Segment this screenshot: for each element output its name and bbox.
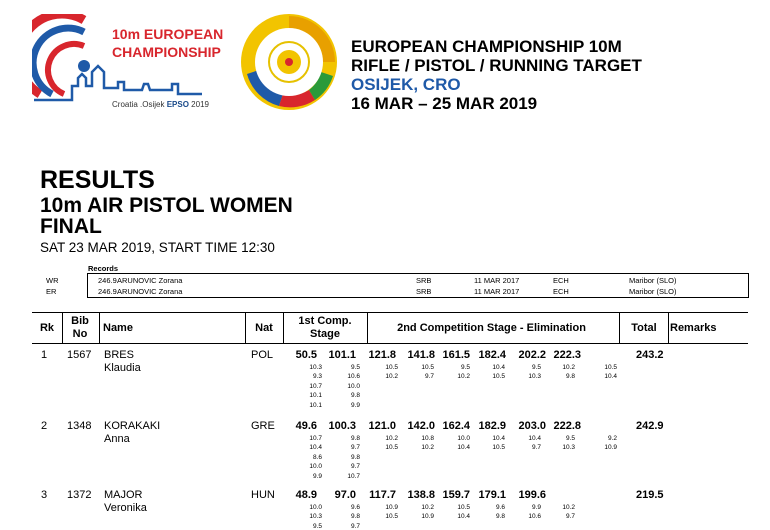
shot-value: 9.5 — [531, 364, 541, 371]
col-bib: Bib — [71, 315, 89, 327]
stage1-score: 48.9 — [295, 489, 317, 501]
shot-value: 9.8 — [350, 435, 360, 442]
stage2-score: 202.2 — [518, 349, 546, 361]
bib-cell: 1348 — [67, 420, 92, 432]
record-nat: SRB — [416, 287, 432, 296]
total-score: 219.5 — [636, 489, 664, 501]
championship-logo — [32, 14, 232, 114]
record-code: ER — [46, 287, 57, 296]
logo-title-line2: CHAMPIONSHIP — [112, 44, 221, 60]
col-remarks: Remarks — [670, 322, 717, 334]
athlete-surname: KORAKAKI — [104, 420, 161, 432]
nation-cell: POL — [251, 349, 274, 361]
shot-value: 10.8 — [421, 435, 434, 442]
stage2-score: 222.3 — [553, 349, 581, 361]
shot-value: 10.5 — [421, 364, 434, 371]
shot-value: 9.3 — [312, 373, 322, 381]
shot-value: 10.3 — [309, 364, 322, 371]
record-date: 11 MAR 2017 — [474, 276, 520, 285]
shot-value: 9.7 — [350, 522, 360, 530]
shot-value: 10.4 — [457, 513, 470, 521]
shot-value: 10.2 — [385, 373, 398, 381]
shot-value: 9.5 — [312, 522, 322, 530]
shot-value: 10.0 — [457, 435, 470, 442]
shot-value: 10.5 — [492, 444, 505, 452]
stage2-score: 182.4 — [478, 349, 506, 361]
athlete-given-name: Anna — [104, 433, 130, 445]
record-holder: ARUNOVIC Zorana — [117, 287, 183, 296]
shot-value: 9.8 — [350, 392, 360, 400]
shot-value: 10.1 — [309, 392, 322, 400]
total-score: 243.2 — [636, 349, 664, 361]
stage2-score: 182.9 — [478, 420, 506, 432]
shot-value: 10.6 — [528, 513, 541, 521]
shot-value: 9.5 — [460, 364, 470, 371]
shot-value: 10.4 — [457, 444, 470, 452]
shot-value: 10.4 — [604, 373, 617, 381]
shot-value: 9.6 — [350, 504, 360, 511]
col-total: Total — [631, 322, 657, 334]
record-nat: SRB — [416, 276, 432, 285]
record-place: Maribor (SLO) — [629, 276, 677, 285]
shot-value: 10.2 — [421, 444, 434, 452]
event-venue: OSIJEK, CRO — [351, 75, 461, 94]
shot-value: 9.7 — [350, 444, 360, 452]
shot-value: 9.8 — [565, 373, 575, 381]
rank-cell: 2 — [41, 420, 48, 432]
col-stage1-b: Stage — [310, 328, 340, 340]
event-title-line2: RIFLE / PISTOL / RUNNING TARGET — [351, 56, 642, 75]
shot-value: 10.2 — [385, 435, 398, 442]
stage2-score: 222.8 — [553, 420, 581, 432]
shot-value: 9.7 — [531, 444, 541, 452]
shot-value: 10.0 — [309, 504, 322, 511]
shot-value: 10.0 — [309, 463, 322, 471]
shot-value: 10.5 — [385, 513, 398, 521]
stage2-score: 141.8 — [407, 349, 435, 361]
logo-title-line1: 10m EUROPEAN — [112, 26, 224, 42]
shot-value: 9.9 — [350, 401, 360, 409]
shot-value: 10.2 — [421, 504, 434, 511]
record-code: WR — [46, 276, 59, 285]
col-rank: Rk — [39, 322, 55, 334]
stage2-score: 161.5 — [442, 349, 470, 361]
bib-cell: 1372 — [67, 489, 92, 501]
records-label: Records — [88, 264, 119, 273]
shot-value: 10.0 — [347, 382, 360, 390]
col-bib-no: No — [72, 328, 88, 340]
stage2-score: 199.6 — [518, 489, 546, 501]
athlete-surname: BRES — [104, 349, 134, 361]
shot-value: 9.7 — [424, 373, 434, 381]
shot-value: 10.5 — [385, 364, 398, 371]
records-box — [87, 273, 749, 298]
logo-footer — [112, 100, 209, 109]
shot-value: 10.1 — [309, 401, 322, 409]
shot-value: 9.9 — [531, 504, 541, 511]
results-table-header — [32, 312, 748, 344]
shot-value: 10.7 — [309, 435, 322, 442]
shot-value: 10.2 — [457, 373, 470, 381]
shot-value: 10.5 — [457, 504, 470, 511]
confederation-seal-icon — [239, 12, 339, 112]
start-date-time: SAT 23 MAR 2019, START TIME 12:30 — [40, 240, 275, 255]
stage2-score: 121.0 — [368, 420, 396, 432]
logo-footer-brand: EPSO — [166, 100, 189, 109]
shot-value: 9.5 — [350, 364, 360, 371]
shot-value: 9.7 — [565, 513, 575, 521]
shot-value: 9.7 — [350, 463, 360, 471]
nation-cell: GRE — [251, 420, 275, 432]
total-score: 242.9 — [636, 420, 664, 432]
event-title-line1: EUROPEAN CHAMPIONSHIP 10M — [351, 37, 622, 56]
stage2-score: 203.0 — [518, 420, 546, 432]
bib-cell: 1567 — [67, 349, 92, 361]
athlete-given-name: Veronika — [104, 502, 147, 514]
stage1-score: 97.0 — [334, 489, 356, 501]
shot-value: 9.2 — [607, 435, 617, 442]
rank-cell: 3 — [41, 489, 48, 501]
shot-value: 9.5 — [565, 435, 575, 442]
shot-value: 10.7 — [347, 472, 360, 480]
shot-value: 10.5 — [492, 373, 505, 381]
shot-value: 10.9 — [421, 513, 434, 521]
shot-value: 10.9 — [604, 444, 617, 452]
col-stage1: 1st Comp. — [298, 315, 352, 327]
record-score: 246.9 — [98, 287, 117, 296]
event-dates: 16 MAR – 25 MAR 2019 — [351, 94, 538, 113]
shot-value: 10.3 — [562, 444, 575, 452]
col-name: Name — [103, 322, 133, 334]
stage1-score: 101.1 — [328, 349, 356, 361]
shot-value: 10.5 — [385, 444, 398, 452]
athlete-given-name: Klaudia — [104, 362, 141, 374]
stage2-score: 162.4 — [442, 420, 470, 432]
phase-heading: FINAL — [40, 215, 102, 238]
event-title-block — [351, 37, 642, 113]
record-place: Maribor (SLO) — [629, 287, 677, 296]
stage2-score: 138.8 — [407, 489, 435, 501]
shot-value: 9.8 — [350, 513, 360, 521]
athlete-surname: MAJOR — [104, 489, 143, 501]
record-event: ECH — [553, 287, 569, 296]
shot-value: 8.6 — [312, 453, 322, 461]
record-date: 11 MAR 2017 — [474, 287, 520, 296]
event-name-heading: 10m AIR PISTOL WOMEN — [40, 194, 293, 217]
stage1-score: 49.6 — [295, 420, 317, 432]
col-nat: Nat — [255, 322, 273, 334]
stage2-score: 142.0 — [407, 420, 435, 432]
col-stage2: 2nd Competition Stage - Elimination — [397, 322, 586, 334]
stage2-score: 117.7 — [369, 489, 396, 501]
rank-cell: 1 — [41, 349, 48, 361]
shot-value: 10.3 — [309, 513, 322, 521]
shot-value: 10.4 — [492, 364, 505, 371]
stage2-score: 159.7 — [442, 489, 470, 501]
shot-value: 9.6 — [495, 504, 505, 511]
record-holder: ARUNOVIC Zorana — [117, 276, 183, 285]
shot-value: 10.3 — [528, 373, 541, 381]
logo-footer-location: Croatia .Osijek — [112, 100, 165, 109]
shot-value: 10.2 — [562, 504, 575, 511]
shot-value: 9.8 — [495, 513, 505, 521]
shot-value: 10.4 — [528, 435, 541, 442]
shot-value: 10.2 — [562, 364, 575, 371]
stage2-score: 121.8 — [368, 349, 396, 361]
shot-value: 10.4 — [309, 444, 322, 452]
shot-value: 10.5 — [604, 364, 617, 371]
shot-value: 10.4 — [492, 435, 505, 442]
record-event: ECH — [553, 276, 569, 285]
stage1-score: 100.3 — [328, 420, 356, 432]
results-heading: RESULTS — [40, 166, 155, 194]
stage1-score: 50.5 — [295, 349, 317, 361]
logo-footer-year: 2019 — [191, 100, 209, 109]
shot-value: 9.8 — [350, 453, 360, 461]
shot-value: 10.7 — [309, 382, 322, 390]
shot-value: 10.9 — [385, 504, 398, 511]
nation-cell: HUN — [251, 489, 275, 501]
stage2-score: 179.1 — [478, 489, 506, 501]
shot-value: 9.9 — [312, 472, 322, 480]
shot-value: 10.6 — [347, 373, 360, 381]
record-score: 246.9 — [98, 276, 117, 285]
